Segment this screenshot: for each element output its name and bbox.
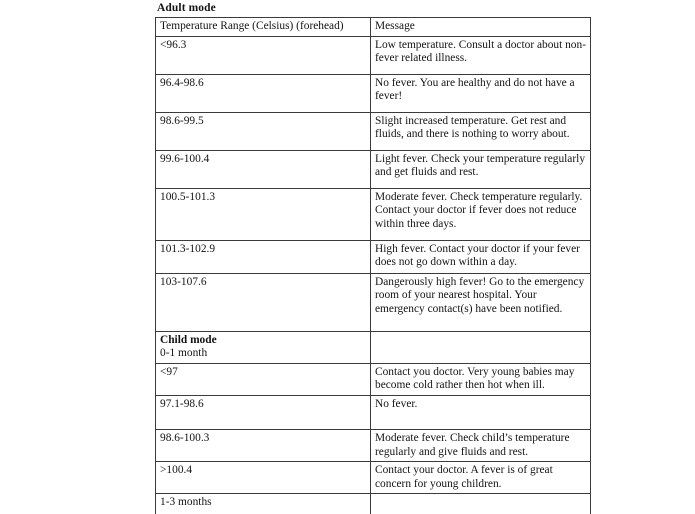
message-value: High fever. Contact your doctor if your fever does not go down within a day. — [371, 240, 591, 273]
message-value: Dangerously high fever! Go to the emergency room of your nearest hospital. Your emergency contact(s) have been notified. — [371, 273, 591, 331]
fever-temperature-table — [155, 17, 591, 514]
message-value: Contact you doctor. Very young babies may become cold rather then hot when ill. — [371, 363, 591, 395]
temperature-range-value: 96.4-98.6 — [156, 74, 371, 112]
child-mode-section-cell — [156, 331, 371, 363]
child-mode-label: Child mode — [160, 333, 217, 346]
table-row-critical — [156, 273, 591, 331]
child-age-range-label: 0-1 month — [160, 347, 208, 360]
temperature-range-value: 103-107.6 — [156, 273, 371, 331]
temperature-range-value: 101.3-102.9 — [156, 240, 371, 273]
table-row — [156, 240, 591, 273]
column-header-temperature-range: Temperature Range (Celsius) (forehead) — [156, 18, 371, 37]
message-value: Contact your doctor. A fever is of great concern for young children. — [371, 462, 591, 494]
temperature-range-value: 97.1-98.6 — [156, 395, 371, 429]
adult-mode-heading: Adult mode — [157, 2, 216, 14]
table-row — [156, 188, 591, 240]
table-row — [156, 429, 591, 461]
temperature-range-value: <97 — [156, 363, 371, 395]
table-row-child-mode-header — [156, 331, 591, 363]
message-value: Low temperature. Consult a doctor about non-fever related illness. — [371, 36, 591, 74]
temperature-range-value: 100.5-101.3 — [156, 188, 371, 240]
table-row — [156, 36, 591, 74]
message-value — [371, 494, 591, 514]
table-row — [156, 150, 591, 188]
temperature-range-value: 99.6-100.4 — [156, 150, 371, 188]
table-row — [156, 395, 591, 429]
message-value: Moderate fever. Check temperature regularly. Contact your doctor if fever does not reduce within three days. — [371, 188, 591, 240]
table-row — [156, 112, 591, 150]
message-value: No fever. You are healthy and do not have a fever! — [371, 74, 591, 112]
table-header-row — [156, 18, 591, 37]
table-row — [156, 74, 591, 112]
message-value — [371, 331, 591, 363]
table-row-clipped — [156, 494, 591, 514]
message-value: No fever. — [371, 395, 591, 429]
temperature-range-value: 98.6-100.3 — [156, 429, 371, 461]
message-value: Moderate fever. Check child’s temperature regularly and give fluids and rest. — [371, 429, 591, 461]
table-row — [156, 363, 591, 395]
table-row — [156, 462, 591, 494]
temperature-range-value: 98.6-99.5 — [156, 112, 371, 150]
temperature-range-value: >100.4 — [156, 462, 371, 494]
column-header-message: Message — [371, 18, 591, 37]
fever-reference-block — [155, 0, 591, 514]
message-value: Light fever. Check your temperature regularly and get fluids and rest. — [371, 150, 591, 188]
child-age-range-label: 1-3 months — [156, 494, 371, 514]
message-value: Slight increased temperature. Get rest and fluids, and there is nothing to worry about. — [371, 112, 591, 150]
temperature-range-value: <96.3 — [156, 36, 371, 74]
